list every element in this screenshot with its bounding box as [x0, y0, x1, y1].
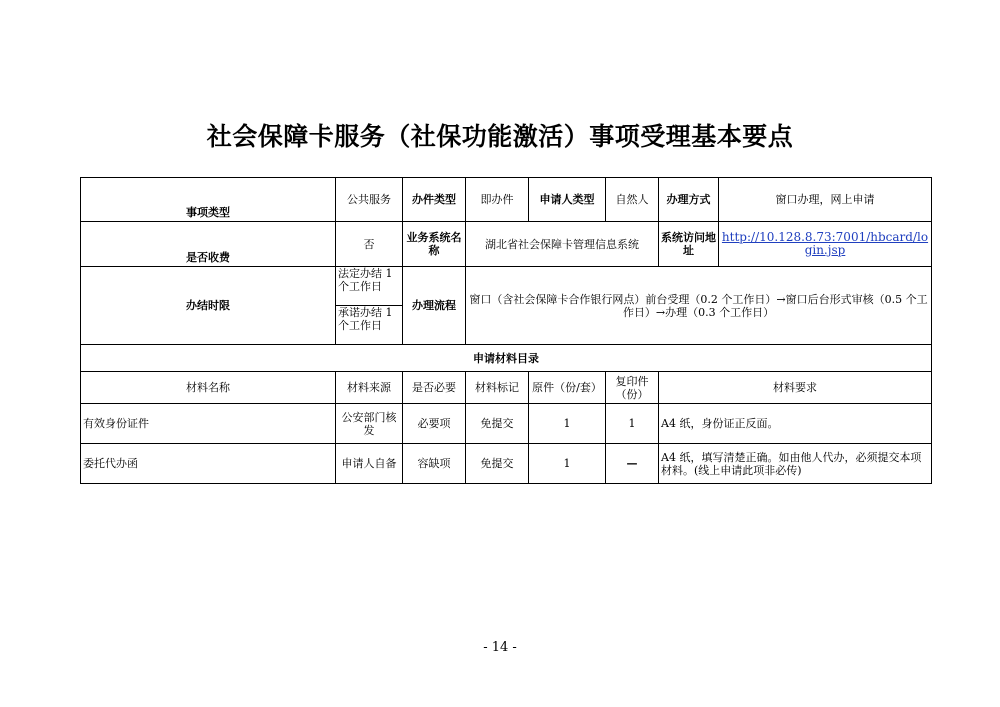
requirements-table — [80, 177, 932, 484]
applicant-type-label: 申请人类型 — [529, 178, 606, 222]
materials-section-title: 申请材料目录 — [81, 345, 932, 372]
system-name-value: 湖北省社会保障卡管理信息系统 — [466, 222, 659, 267]
material-requirement: A4 纸，填写清楚正确。如由他人代办，必须提交本项材料。(线上申请此项非必传) — [659, 444, 932, 484]
header-copy: 复印件（份） — [606, 372, 659, 404]
legal-limit: 法定办结 1 个工作日 — [336, 267, 403, 306]
material-requirement: A4 纸，身份证正反面。 — [659, 404, 932, 444]
system-url-label: 系统访问地址 — [659, 222, 719, 267]
header-required: 是否必要 — [403, 372, 466, 404]
material-mark: 免提交 — [466, 444, 529, 484]
info-row-fee — [81, 222, 932, 267]
material-required: 容缺项 — [403, 444, 466, 484]
header-requirement: 材料要求 — [659, 372, 932, 404]
material-name: 委托代办函 — [81, 444, 336, 484]
material-source: 公安部门核发 — [336, 404, 403, 444]
material-original: 1 — [529, 444, 606, 484]
flow-label: 办理流程 — [403, 267, 466, 345]
system-name-label: 业务系统名称 — [403, 222, 466, 267]
promised-limit: 承诺办结 1 个工作日 — [336, 306, 403, 345]
system-url-link[interactable]: http://10.128.8.73:7001/hbcard/login.jsp — [721, 230, 929, 257]
info-row-type — [81, 178, 932, 222]
material-source: 申请人自备 — [336, 444, 403, 484]
materials-section-row — [81, 345, 932, 372]
item-type-label: 事项类型 — [81, 178, 336, 222]
header-original: 原件（份/套） — [529, 372, 606, 404]
item-type-value: 公共服务 — [336, 178, 403, 222]
flow-value: 窗口（含社会保障卡合作银行网点）前台受理（0.2 个工作日）→窗口后台形式审核（0.5 个工作日）→办理（0.3 个工作日） — [466, 267, 932, 345]
process-type-label: 办件类型 — [403, 178, 466, 222]
method-value: 窗口办理，网上申请 — [719, 178, 932, 222]
material-mark: 免提交 — [466, 404, 529, 444]
fee-value: 否 — [336, 222, 403, 267]
info-row-time-limit — [81, 267, 932, 306]
fee-label: 是否收费 — [81, 222, 336, 267]
material-copy: — — [606, 444, 659, 484]
header-material-source: 材料来源 — [336, 372, 403, 404]
page-title: 社会保障卡服务（社保功能激活）事项受理基本要点 — [206, 122, 794, 151]
page-number: - 14 - — [483, 640, 517, 655]
method-label: 办理方式 — [659, 178, 719, 222]
header-mark: 材料标记 — [466, 372, 529, 404]
header-material-name: 材料名称 — [81, 372, 336, 404]
table-row — [81, 444, 932, 484]
table-row — [81, 404, 932, 444]
materials-header-row — [81, 372, 932, 404]
system-url-cell — [719, 222, 932, 267]
process-type-value: 即办件 — [466, 178, 529, 222]
material-copy: 1 — [606, 404, 659, 444]
applicant-type-value: 自然人 — [606, 178, 659, 222]
material-name: 有效身份证件 — [81, 404, 336, 444]
material-original: 1 — [529, 404, 606, 444]
time-limit-label: 办结时限 — [81, 267, 336, 345]
material-required: 必要项 — [403, 404, 466, 444]
